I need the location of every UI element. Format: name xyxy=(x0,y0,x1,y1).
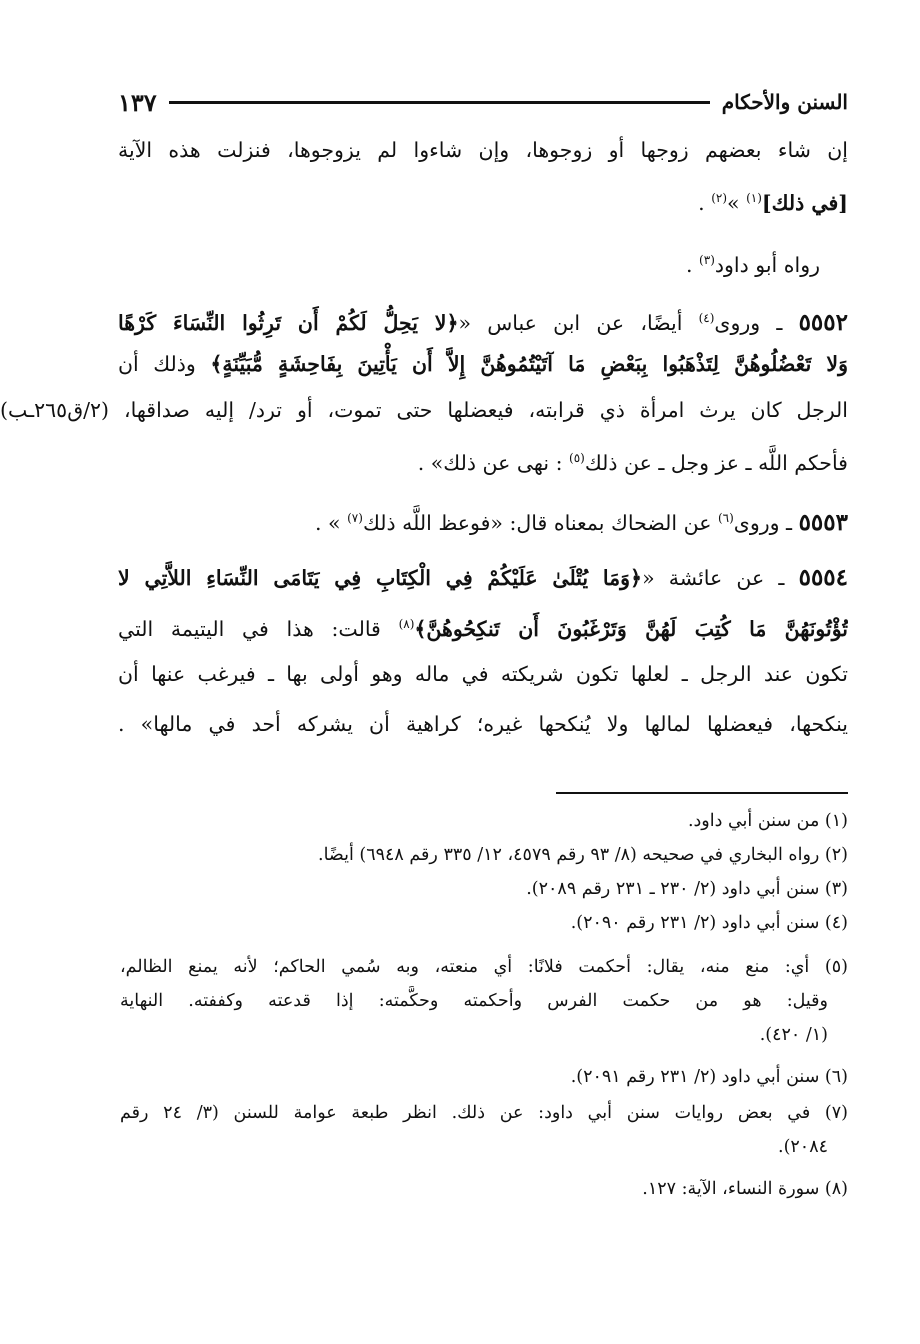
footnote-ref: (٢) xyxy=(711,191,728,205)
body-text: إن شاء بعضهم زوجها أو زوجوها، وإن شاءوا لم يزوجوها، فنزلت هذه الآية xyxy=(118,138,848,162)
body-line-1 xyxy=(118,128,848,174)
hadith-number: ٥٥٥٢ xyxy=(798,308,848,336)
quran-verse: ﴿وَمَا يُتْلَىٰ عَلَيْكُمْ فِي الْكِتَابِ فِي يَتَامَى النِّسَاءِ اللاَّتِي لا xyxy=(118,566,643,590)
footnote-5-line-1: (٥) أي: منع منه، يقال: أحكمت فلانًا: أي منعته، وبه سُمي الحاكم؛ لأنه يمنع الظالم، xyxy=(120,957,848,977)
quran-verse: ﴿لا يَحِلُّ لَكُمْ أَن تَرِثُوا النِّسَاءَ كَرْهًا xyxy=(118,310,459,335)
hadith-text: ـ وروى xyxy=(714,310,799,335)
footnote-ref: (١) xyxy=(746,191,762,205)
footnote-1: (١) من سنن أبي داود. xyxy=(687,811,848,831)
hadith-text: قالت: هذا في اليتيمة التي xyxy=(118,616,399,641)
header-rule xyxy=(169,101,710,104)
footnote-6: (٦) سنن أبي داود (٢/ ٢٣١ رقم ٢٠٩١). xyxy=(570,1067,848,1087)
hadith-5552-line-1 xyxy=(118,296,848,342)
period: . xyxy=(698,190,712,215)
footnote-ref: (٨) xyxy=(398,617,415,631)
hadith-5553-line-1 xyxy=(230,496,848,542)
quote-close: » xyxy=(727,190,747,215)
quran-bracket-text: [في ذلك] xyxy=(761,190,848,215)
footnote-ref: (٥) xyxy=(569,451,585,465)
footnote-7-line-1: (٧) في بعض روايات سنن أبي داود: عن ذلك. انظر طبعة عوامة للسنن (٣/ ٢٤ رقم xyxy=(120,1103,848,1123)
hadith-5554-line-1 xyxy=(118,556,848,602)
footnote-separator xyxy=(556,792,848,794)
hadith-number: ٥٥٥٣ xyxy=(798,508,848,536)
hadith-number: ٥٥٥٤ xyxy=(798,564,848,591)
hadith-text: عن الضحاك بمعناه قال: «فوعظ اللَّه ذلك xyxy=(362,510,718,535)
footnote-5-line-2: وقيل: هو من حكمت الفرس وأحكمته وحكَّمته: إذا قدعته وكففته. النهاية xyxy=(120,991,828,1011)
hadith-text: فأحكم اللَّه ـ عز وجل ـ عن ذلك xyxy=(584,450,848,475)
body-line-2 xyxy=(560,176,848,222)
hadith-5552-line-2 xyxy=(118,342,848,388)
hadith-5552-line-3 xyxy=(0,388,848,434)
footnote-8: (٨) سورة النساء، الآية: ١٢٧. xyxy=(642,1179,848,1199)
footnote-ref: (٣) xyxy=(699,253,715,267)
quran-verse: وَلا تَعْضُلُوهُنَّ لِتَذْهَبُوا بِبَعْضِ مَا آتَيْتُمُوهُنَّ إِلاَّ أَن يَأْتِينَ بِفَاحِشَةٍ مُّبَيِّنَةٍ﴾ xyxy=(210,352,848,376)
header-title: السنن والأحكام xyxy=(721,90,848,114)
footnote-2: (٢) رواه البخاري في صحيحه (٨/ ٩٣ رقم ٤٥٧٩، ١٢/ ٣٣٥ رقم ٦٩٤٨) أيضًا. xyxy=(318,845,848,865)
hadith-5552-line-4 xyxy=(300,436,848,482)
quran-verse: تُؤْتُونَهُنَّ مَا كُتِبَ لَهُنَّ وَتَرْغَبُونَ أَن تَنكِحُوهُنَّ﴾ xyxy=(414,616,848,641)
hadith-5554-line-2 xyxy=(118,602,848,648)
footnote-4: (٤) سنن أبي داود (٢/ ٢٣١ رقم ٢٠٩٠). xyxy=(570,913,848,933)
hadith-text: وذلك أن xyxy=(118,352,211,376)
footnote-ref: (٦) xyxy=(717,511,734,525)
footnote-ref: (٤) xyxy=(698,311,715,325)
period: . xyxy=(686,252,700,277)
footnote-3: (٣) سنن أبي داود (٢/ ٢٣٠ ـ ٢٣١ رقم ٢٠٨٩). xyxy=(526,879,848,899)
footnote-ref: (٧) xyxy=(347,511,363,525)
hadith-text: » . xyxy=(315,510,348,535)
hadith-text: تكون عند الرجل ـ لعلها تكون شريكته في ماله وهو أولى بها ـ فيرغب عنها أن xyxy=(118,662,848,686)
running-header xyxy=(118,84,848,120)
hadith-5554-line-3 xyxy=(118,652,848,698)
hadith-text: ـ وروى xyxy=(733,510,799,535)
hadith-text: الرجل كان يرث امرأة ذي قرابته، فيعضلها حتى تموت، أو ترد/ إليه صداقها، (٢/ق٢٦٥ـب) xyxy=(0,398,848,422)
footnote-7-line-2: ٢٠٨٤). xyxy=(778,1137,828,1157)
body-line-3 xyxy=(560,238,820,284)
hadith-text: أيضًا، عن ابن عباس « xyxy=(458,310,699,335)
narration-text: رواه أبو داود xyxy=(714,252,820,277)
hadith-text: : نهى عن ذلك» . xyxy=(417,450,569,475)
hadith-text: ـ عن عائشة « xyxy=(642,566,799,590)
footnote-5-line-3: (١/ ٤٢٠). xyxy=(759,1025,828,1045)
hadith-5554-line-4 xyxy=(118,702,848,748)
page-number: ١٣٧ xyxy=(118,87,157,117)
hadith-text: ينكحها، فيعضلها لمالها ولا يُنكحها غيره؛ كراهية أن يشركه أحد في مالها» . xyxy=(118,712,848,736)
